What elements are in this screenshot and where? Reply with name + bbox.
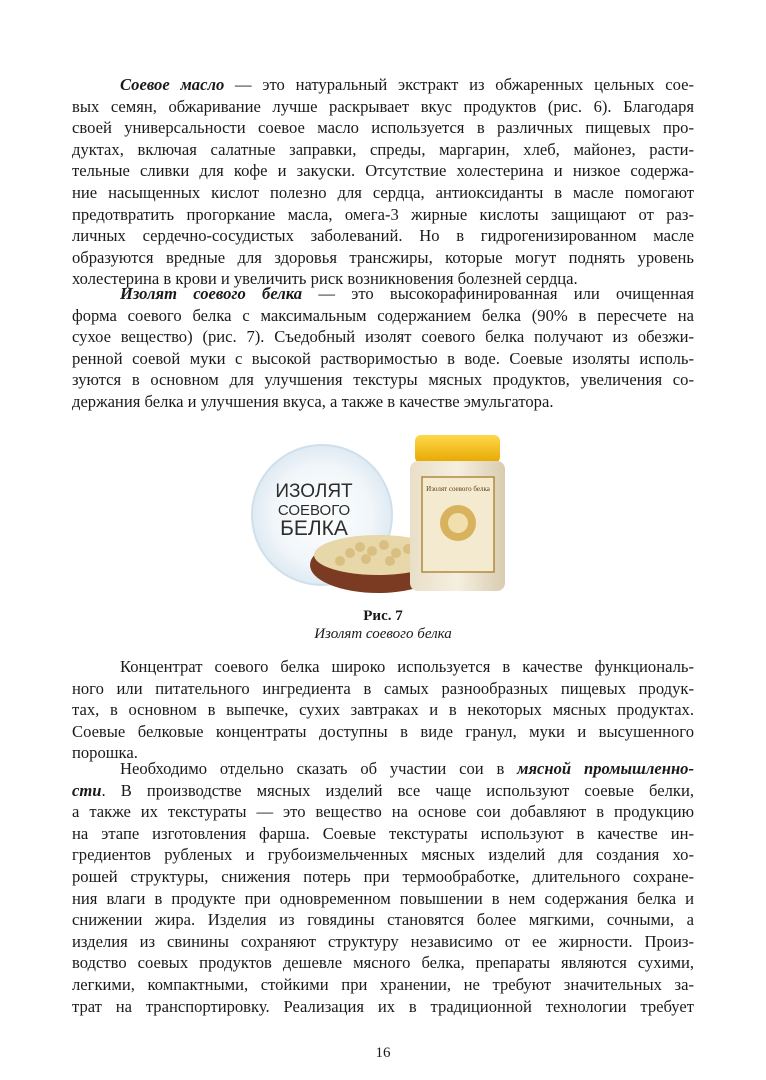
text-line: образуются вредные для здоровья трансжиры, которые могут поднять уровень: [72, 247, 694, 267]
text-line: сти. В производстве мясных изделий все чаще используют соевые белки,: [72, 780, 694, 800]
text-line: тельные сливки для кофе и закуски. Отсутствие холестерина и низкое содержа-: [72, 161, 694, 181]
paragraph-soy-isolate: [72, 283, 694, 413]
text-line: водство соевых продуктов дешевле мясного белка, препараты являются сухими,: [72, 953, 694, 973]
text-line: а также их текстураты — это вещество на основе сои добавляют в продукцию: [72, 802, 694, 822]
text-line: держания белка и улучшения вкуса, а также в качестве эмульгатора.: [72, 391, 554, 411]
term-soy-isolate: Изолят соевого белка: [120, 284, 303, 303]
page-number: 16: [375, 1045, 391, 1061]
jar-label-text: Изолят соевого белка: [426, 485, 490, 493]
text-line: зуются в основном для улучшения текстуры мясных продуктов, увеличения со-: [72, 370, 694, 390]
text-line: Соевое масло — это натуральный экстракт из обжаренных цельных сое-: [120, 75, 694, 94]
badge-line3: БЕЛКА: [280, 517, 348, 540]
badge-line2: СОЕВОГО: [277, 502, 351, 519]
text-line: своей универсальности соевое масло используется в различных пищевых про-: [72, 118, 694, 138]
text-line: рошей структуры, снижения потерь при термообработке, длительного сохране-: [72, 866, 694, 886]
text-line: ного или питательного ингредиента в самых разнообразных пищевых продук-: [72, 678, 694, 698]
text-line: Соевые белковые концентраты доступны в виде гранул, муки и высушенного: [72, 721, 694, 741]
text-line: вых семян, обжаривание лучше раскрывает вкус продуктов (рис. 6). Благодаря: [72, 96, 694, 116]
text-line: Концентрат соевого белка широко используется в качестве функциональ-: [120, 657, 694, 676]
text-line: ние насыщенных кислот полезно для сердца, антиоксиданты в масле помогают: [72, 182, 694, 202]
paragraph-meat-industry: [72, 758, 694, 1017]
text-line: легкими, компактными, стойкими при хранении, не требуют значительных за-: [72, 974, 694, 994]
text-line: форма соевого белка с максимальным содержанием белка (90% в пересчете на: [72, 305, 694, 325]
text-line: дуктах, включая салатные заправки, спреды, маргарин, хлеб, майонез, расти-: [72, 139, 694, 159]
text-line: изделия из свинины сохраняют структуру независимо от ее жирности. Произ-: [72, 931, 694, 951]
term-meat-industry: мясной промышленно-: [517, 759, 694, 778]
text-line: Изолят соевого белка — это высокорафинированная или очищенная: [120, 284, 694, 303]
text-line: гредиентов рубленых и грубоизмельченных мясных изделий для создания хо-: [72, 845, 694, 865]
term-soybean-oil: Соевое масло: [120, 75, 225, 94]
text-line: холестерина в крови и увеличить риск возникновения болезней сердца.: [72, 269, 578, 289]
text-line: личных сердечно-сосудистых заболеваний. Но в гидрогенизированном масле: [72, 226, 694, 246]
figure-caption-title: Изолят соевого белка: [314, 626, 452, 642]
text-line: предотвратить прогоркание масла, омега-3 жирные кислоты защищают от раз-: [72, 204, 694, 224]
paragraph-concentrate: [72, 656, 694, 764]
text-line: тах, в основном в выпечке, сухих завтраках и в некоторых мясных продуктах.: [72, 700, 694, 720]
badge-line1: ИЗОЛЯТ: [275, 481, 353, 502]
text-line: снижении жира. Изделия из говядины становятся более мягкими, сочными, а: [72, 910, 694, 930]
paragraph-soybean-oil: [72, 74, 694, 290]
figure-caption-number: Рис. 7: [363, 608, 403, 624]
text-line: на этапе изготовления фарша. Соевые текстураты используют в качестве ин-: [72, 823, 694, 843]
text-line: трат на транспортировку. Реализация их в традиционной технологии требует: [72, 996, 694, 1016]
text-line: порошка.: [72, 743, 138, 763]
text-line: Необходимо отдельно сказать об участии сои в мясной промышленно-: [120, 759, 694, 778]
text-line: сухое вещество) (рис. 7). Съедобный изолят соевого белка получают из обезжи-: [72, 327, 694, 347]
figure-soy-isolate-image: [250, 415, 525, 605]
text-line: ренной соевой муки с высокой растворимостью в воде. Соевые изоляты исполь-: [72, 348, 694, 368]
text-line: ния влаги в продукте при одновременном повышении в нем содержания белка и: [72, 888, 694, 908]
jar-lid: [415, 435, 500, 463]
